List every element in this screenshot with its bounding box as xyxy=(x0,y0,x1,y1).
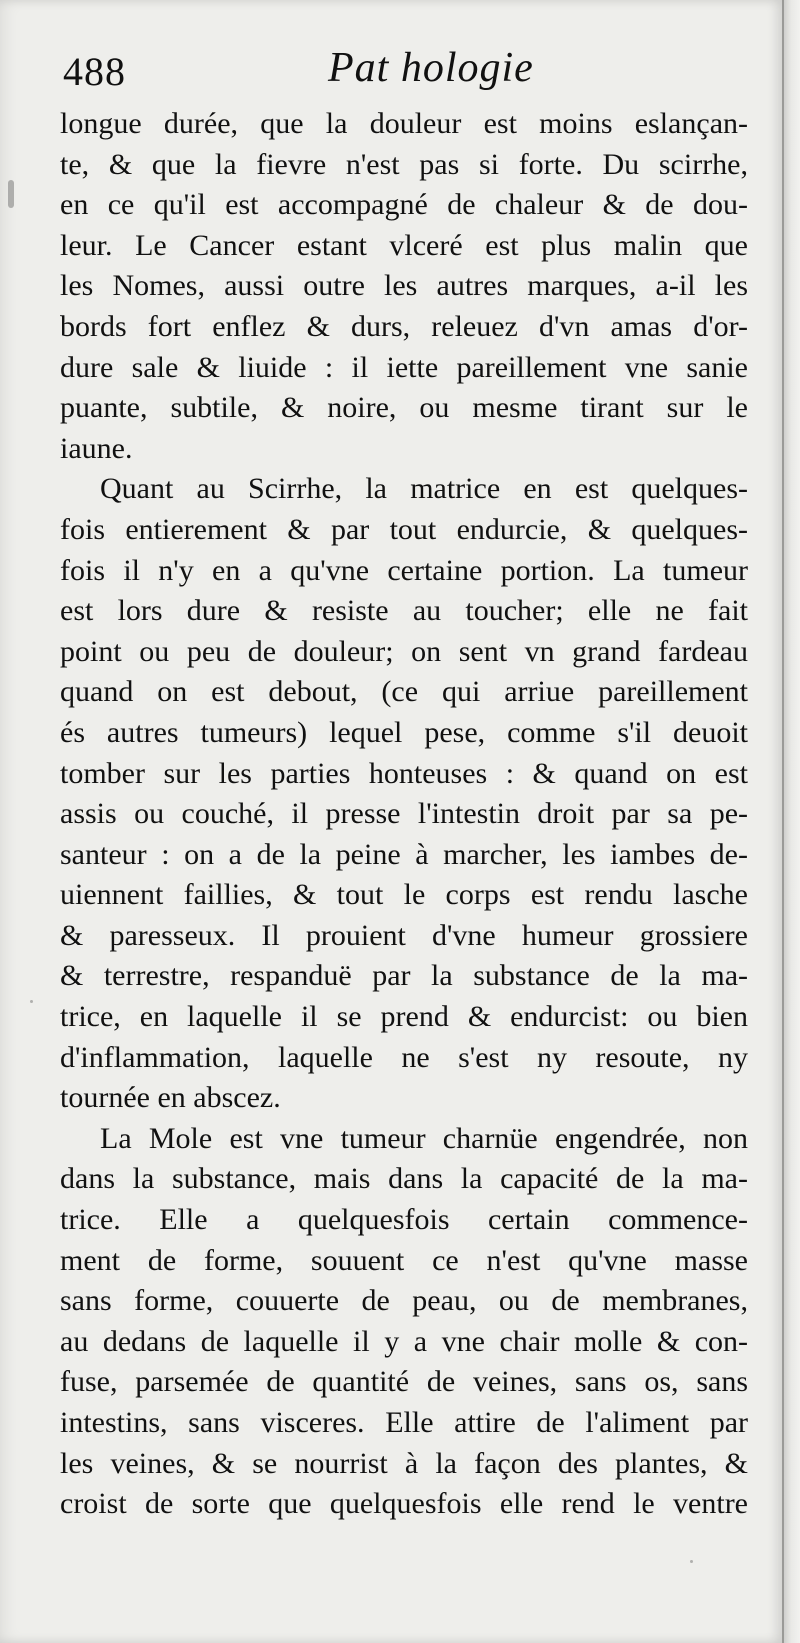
text-line: puante, subtile, & noire, ou mesme tirant sur le xyxy=(60,391,748,425)
paper-speck xyxy=(690,1560,693,1563)
text-line: intestins, sans visceres. Elle attire de l'aliment par xyxy=(60,1406,748,1439)
text-line: ment de forme, souuent ce n'est qu'vne masse xyxy=(60,1243,748,1277)
text-line: assis ou couché, il presse l'intestin droit par sa pe- xyxy=(60,797,748,831)
running-title: Pat hologie xyxy=(328,45,534,91)
text-line: fois il n'y en a qu'vne certaine portion. La tumeur xyxy=(60,553,748,587)
text-line: & paresseux. Il prouient d'vne humeur grossiere xyxy=(60,918,748,952)
text-line: au dedans de laquelle il y a vne chair molle & con- xyxy=(60,1324,748,1358)
text-line: tournée en abscez. xyxy=(60,1081,281,1115)
text-line: est lors dure & resiste au toucher; elle ne fait xyxy=(60,594,748,628)
text-line: dure sale & liuide : il iette pareillement vne sanie xyxy=(60,350,748,384)
page-header xyxy=(63,44,743,94)
text-line: bords fort enflez & durs, releuez d'vn amas d'or- xyxy=(60,309,748,343)
text-line: fois entierement & par tout endurcie, & quelques- xyxy=(60,512,748,546)
text-line: trice, en laquelle il se prend & endurcist: ou bien xyxy=(60,1000,748,1034)
text-line: croist de sorte que quelquesfois elle rend le ventre xyxy=(60,1487,748,1521)
text-line: longue durée, que la douleur est moins eslançan- xyxy=(60,107,748,140)
page-edge xyxy=(782,0,800,1643)
page-number: 488 xyxy=(63,49,126,94)
text-line: point ou peu de douleur; on sent vn grand fardeau xyxy=(60,634,748,668)
text-line: quand on est debout, (ce qui arriue pareillement xyxy=(60,675,748,709)
text-line: fuse, parsemée de quantité de veines, sans os, sans xyxy=(60,1365,748,1399)
text-line: les veines, & se nourrist à la façon des plantes, & xyxy=(60,1446,748,1480)
text-line: d'inflammation, laquelle ne s'est ny resoute, ny xyxy=(60,1040,748,1074)
text-line: sans forme, couuerte de peau, ou de membranes, xyxy=(60,1284,748,1318)
text-line: en ce qu'il est accompagné de chaleur & de dou- xyxy=(60,188,748,222)
paper-speck xyxy=(30,1000,33,1003)
text-line: & terrestre, respanduë par la substance de la ma- xyxy=(60,959,748,993)
paper-speck xyxy=(8,180,14,208)
text-line: santeur : on a de la peine à marcher, les iambes de- xyxy=(60,837,748,871)
text-line: Quant au Scirrhe, la matrice en est quelques- xyxy=(100,472,748,506)
text-line: iaune. xyxy=(60,431,133,465)
text-line: trice. Elle a quelquesfois certain commence- xyxy=(60,1203,748,1237)
text-line: les Nomes, aussi outre les autres marques, a-il les xyxy=(60,269,748,303)
text-line: dans la substance, mais dans la capacité de la ma- xyxy=(60,1162,748,1196)
body-text xyxy=(60,104,748,1525)
text-line: te, & que la fievre n'est pas si forte. Du scirrhe, xyxy=(60,147,748,181)
text-line: La Mole est vne tumeur charnüe engendrée, non xyxy=(100,1121,748,1155)
text-line: uiennent faillies, & tout le corps est rendu lasche xyxy=(60,878,748,912)
text-line: és autres tumeurs) lequel pese, comme s'il deuoit xyxy=(60,715,748,749)
text-line: leur. Le Cancer estant vlceré est plus malin que xyxy=(60,228,748,262)
text-line: tomber sur les parties honteuses : & quand on est xyxy=(60,756,748,790)
